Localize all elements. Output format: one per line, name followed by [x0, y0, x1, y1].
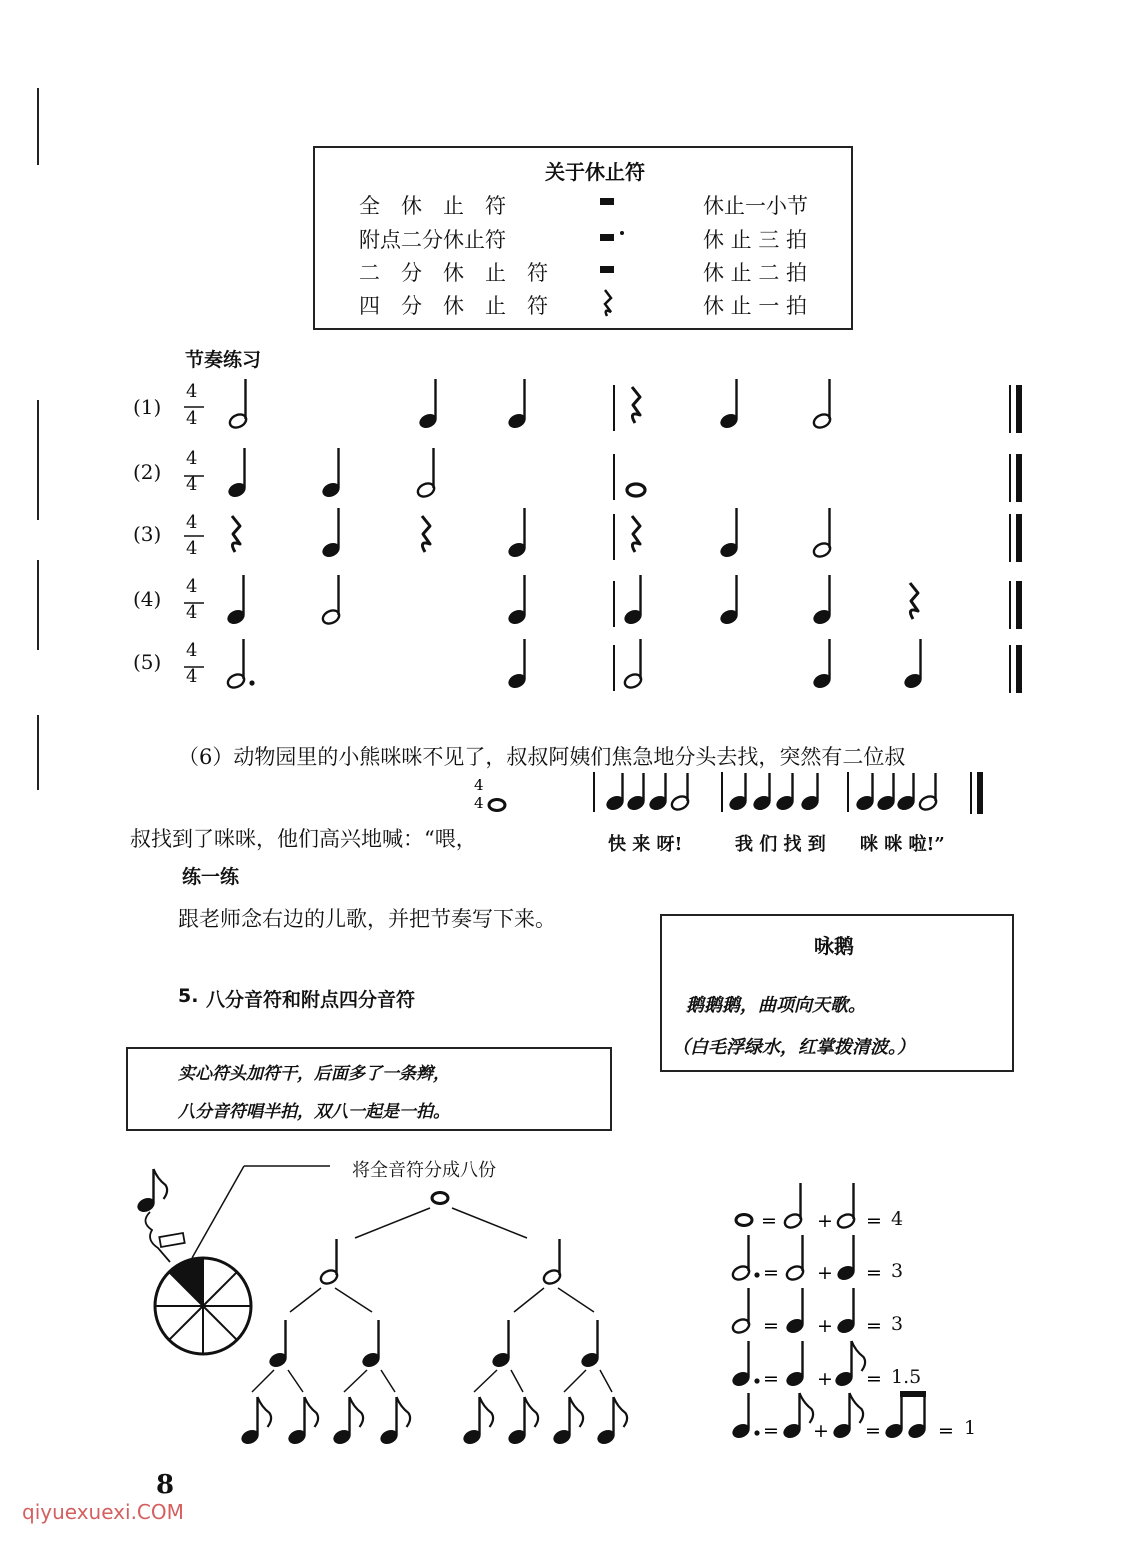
time-sig-top-4: 4: [186, 576, 198, 597]
section-5-title: 八分音符和附点四分音符: [206, 989, 416, 1011]
time-sig-top-2: 4: [186, 448, 198, 469]
page-number: 8: [156, 1470, 175, 1500]
rest-name-half: 二 分 休 止 符: [359, 261, 548, 285]
rhyme-line-2: 八分音符唱半拍，双八一起是一拍。: [178, 1102, 450, 1122]
eq-sign: =: [865, 1420, 881, 1442]
equation-result-4: 1.5: [891, 1366, 922, 1388]
rest-name-dotted-half: 附点二分休止符: [359, 228, 506, 252]
time-sig-bottom-1: 4: [186, 408, 198, 429]
watermark: qiyuexuexi.COM: [22, 1500, 184, 1524]
practice-instruction: 跟老师念右边的儿歌，并把节奏写下来。: [178, 907, 556, 931]
rest-table-title: 关于休止符: [545, 160, 645, 184]
eq-sign: =: [763, 1315, 779, 1337]
exercise-label-5: (5): [133, 650, 162, 674]
time-sig-bottom-2: 4: [186, 474, 198, 495]
rest-desc-whole: 休止一小节: [703, 194, 808, 218]
equation-result-2: 3: [891, 1260, 904, 1282]
story-line-1: （6）动物园里的小熊咪咪不见了，叔叔阿姨们焦急地分头去找，突然有二位叔: [178, 745, 906, 769]
rest-desc-half: 休 止 二 拍: [703, 261, 808, 285]
eq-sign: =: [763, 1420, 779, 1442]
poem-line-1: 鹅鹅鹅，曲项向天歌。: [686, 995, 866, 1016]
exercise-label-2: (2): [133, 460, 162, 484]
poem-line-2: （白毛浮绿水，红掌拨清波。）: [672, 1037, 915, 1058]
poem-title: 咏鹅: [814, 934, 854, 958]
lyric-we-found: 我 们 找 到: [735, 834, 826, 855]
eq-sign: =: [866, 1368, 882, 1390]
plus-sign: +: [813, 1420, 829, 1442]
eq-sign: =: [938, 1420, 954, 1442]
story-line-2: 叔找到了咪咪，他们高兴地喊：“喂，: [130, 827, 477, 851]
eq-sign: =: [866, 1315, 882, 1337]
plus-sign: +: [817, 1262, 833, 1284]
plus-sign: +: [817, 1210, 833, 1232]
beam: [900, 1391, 926, 1397]
rest-desc-quarter: 休 止 一 拍: [703, 294, 808, 318]
time-sig-top-5: 4: [186, 640, 198, 661]
lyric-come-quickly: 快 来 呀!: [608, 834, 683, 855]
eq1-whole-note: [736, 1215, 752, 1226]
exercise-label-3: (3): [133, 522, 162, 546]
plus-sign: +: [817, 1315, 833, 1337]
eq-sign: =: [866, 1210, 882, 1232]
plus-sign: +: [817, 1368, 833, 1390]
tree-whole-note: [432, 1193, 448, 1204]
slice-icon: [159, 1233, 184, 1247]
time-sig-top-3: 4: [186, 512, 198, 533]
exercise-label-1: (1): [133, 395, 162, 419]
rhyme-line-1: 实心符头加符干，后面多了一条辫，: [178, 1064, 450, 1084]
exercise-label-4: (4): [133, 587, 162, 611]
time-sig-bottom-3: 4: [186, 538, 198, 559]
eq-sign: =: [761, 1210, 777, 1232]
practice-title: 练一练: [182, 866, 240, 888]
time-sig-top-1: 4: [186, 381, 198, 402]
rest-name-whole: 全 休 止 符: [359, 194, 506, 218]
eq-sign: =: [866, 1262, 882, 1284]
lyric-mimi: 咪 咪 啦!”: [860, 834, 945, 855]
rest-name-quarter: 四 分 休 止 符: [359, 294, 548, 318]
story-ts-top: 4: [474, 776, 484, 794]
rest-desc-dotted-half: 休 止 三 拍: [703, 228, 808, 252]
eq-sign: =: [763, 1368, 779, 1390]
equation-result-3: 3: [891, 1313, 904, 1335]
equation-result-1: 4: [891, 1208, 904, 1230]
section-5-number: 5.: [178, 985, 199, 1007]
time-sig-bottom-5: 4: [186, 666, 198, 687]
story-ts-bottom: 4: [474, 794, 484, 812]
equation-result-5: 1: [964, 1417, 977, 1439]
diagram-caption: 将全音符分成八份: [352, 1160, 496, 1181]
eq-sign: =: [763, 1262, 779, 1284]
rhythm-section-title: 节奏练习: [185, 349, 262, 371]
time-sig-bottom-4: 4: [186, 602, 198, 623]
